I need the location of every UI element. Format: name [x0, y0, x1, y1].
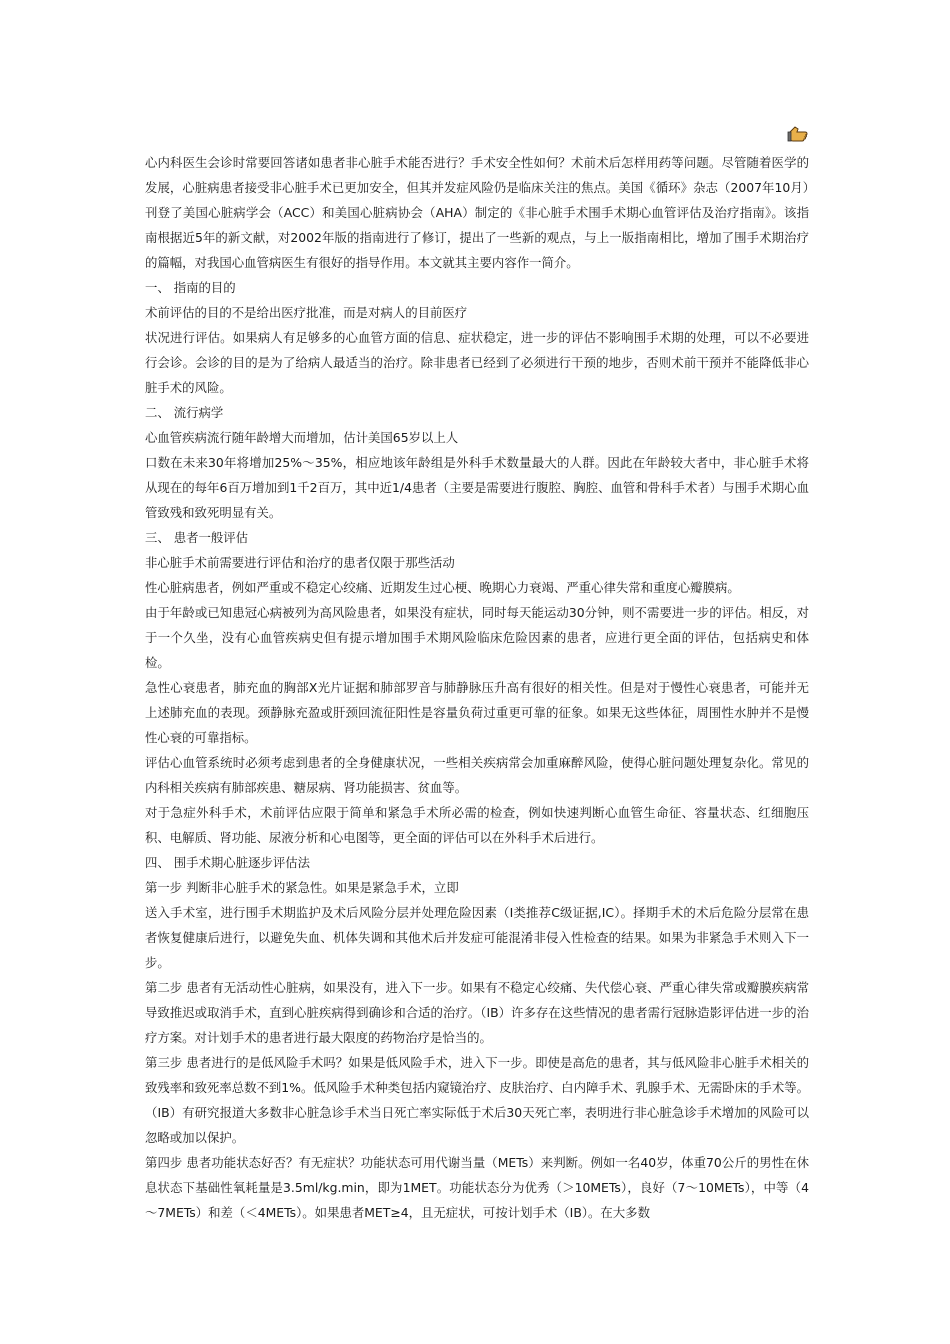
paragraph: 四、 围手术期心脏逐步评估法 [145, 855, 311, 870]
document-body [145, 150, 809, 1225]
hand-pointer-icon [787, 124, 809, 142]
paragraph: 心血管疾病流行随年龄增大而增加，估计美国65岁以上人 [145, 430, 459, 445]
paragraph: 口数在未来30年将增加25%～35%，相应地该年龄组是外科手术数量最大的人群。因此在年龄较大者中，非心脏手术将从现在的每年6百万增加到1千2百万，其中近1/4患者（主要是需要进行腹腔、胸腔、血管和骨科手术者）与围手术期心血管致残和致死明显有关。 [145, 455, 809, 520]
paragraph: 第一步 判断非心脏手术的紧急性。如果是紧急手术，立即 [145, 880, 459, 895]
paragraph: 非心脏手术前需要进行评估和治疗的患者仅限于那些活动 [145, 555, 455, 570]
paragraph: 第二步 患者有无活动性心脏病，如果没有，进入下一步。如果有不稳定心绞痛、失代偿心衰、严重心律失常或瓣膜疾病常导致推迟或取消手术，直到心脏疾病得到确诊和合适的治疗。（IB）许多存在这些情况的患者需行冠脉造影评估进一步的治疗方案。对计划手术的患者进行最大限度的药物治疗是恰当的。 [145, 980, 809, 1045]
paragraph: 由于年龄或已知患冠心病被列为高风险患者，如果没有症状，同时每天能运动30分钟，则不需要进一步的评估。相反，对于一个久坐，没有心血管疾病史但有提示增加围手术期风险临床危险因素的患者，应进行更全面的评估，包括病史和体检。 [145, 605, 809, 670]
paragraph: 第四步 患者功能状态好否？有无症状？功能状态可用代谢当量（METs）来判断。例如一名40岁，体重70公斤的男性在休息状态下基础性氧耗量是3.5ml/kg.min，即为1MET。功能状态分为优秀（＞10METs），良好（7～10METs），中等（4～7METs）和差（＜4METs）。如果患者MET≥4，且无症状，可按计划手术（IB）。在大多数 [145, 1155, 809, 1220]
paragraph: 三、 患者一般评估 [145, 530, 249, 545]
paragraph: 一、 指南的目的 [145, 280, 236, 295]
paragraph: 送入手术室，进行围手术期监护及术后风险分层并处理危险因素（I类推荐C级证据,IC）。择期手术的术后危险分层常在患者恢复健康后进行，以避免失血、机体失调和其他术后并发症可能混淆非侵入性检查的结果。如果为非紧急手术则入下一步。 [145, 905, 809, 970]
paragraph: 对于急症外科手术，术前评估应限于简单和紧急手术所必需的检查，例如快速判断心血管生命征、容量状态、红细胞压积、电解质、肾功能、尿液分析和心电图等，更全面的评估可以在外科手术后进行。 [145, 805, 809, 845]
paragraph: 第三步 患者进行的是低风险手术吗？如果是低风险手术，进入下一步。即使是高危的患者，其与低风险非心脏手术相关的致残率和致死率总数不到1%。低风险手术种类包括内窥镜治疗、皮肤治疗、白内障手术、乳腺手术、无需卧床的手术等。（IB）有研究报道大多数非心脏急诊手术当日死亡率实际低于术后30天死亡率，表明进行非心脏急诊手术增加的风险可以忽略或加以保护。 [145, 1055, 809, 1145]
paragraph: 急性心衰患者，肺充血的胸部X光片证据和肺部罗音与肺静脉压升高有很好的相关性。但是对于慢性心衰患者，可能并无上述肺充血的表现。颈静脉充盈或肝颈回流征阳性是容量负荷过重更可靠的征象。如果无这些体征，周围性水肿并不是慢性心衰的可靠指标。 [145, 680, 809, 745]
paragraph: 心内科医生会诊时常要回答诸如患者非心脏手术能否进行？手术安全性如何？术前术后怎样用药等问题。尽管随着医学的发展，心脏病患者接受非心脏手术已更加安全，但其并发症风险仍是临床关注的焦点。美国《循环》杂志（2007年10月）刊登了美国心脏病学会（ACC）和美国心脏病协会（AHA）制定的《非心脏手术围手术期心血管评估及治疗指南》。该指南根据近5年的新文献，对2002年版的指南进行了修订，提出了一些新的观点，与上一版指南相比，增加了围手术期治疗的篇幅，对我国心血管病医生有很好的指导作用。本文就其主要内容作一简介。 [145, 155, 809, 270]
paragraph: 二、 流行病学 [145, 405, 224, 420]
paragraph: 术前评估的目的不是给出医疗批准，而是对病人的目前医疗 [145, 305, 468, 320]
paragraph: 状况进行评估。如果病人有足够多的心血管方面的信息、症状稳定，进一步的评估不影响围手术期的处理，可以不必要进行会诊。会诊的目的是为了给病人最适当的治疗。除非患者已经到了必须进行干预的地步，否则术前干预并不能降低非心脏手术的风险。 [145, 330, 809, 395]
paragraph: 性心脏病患者，例如严重或不稳定心绞痛、近期发生过心梗、晚期心力衰竭、严重心律失常和重度心瓣膜病。 [145, 580, 740, 595]
paragraph: 评估心血管系统时必须考虑到患者的全身健康状况，一些相关疾病常会加重麻醉风险，使得心脏问题处理复杂化。常见的内科相关疾病有肺部疾患、糖尿病、肾功能损害、贫血等。 [145, 755, 809, 795]
